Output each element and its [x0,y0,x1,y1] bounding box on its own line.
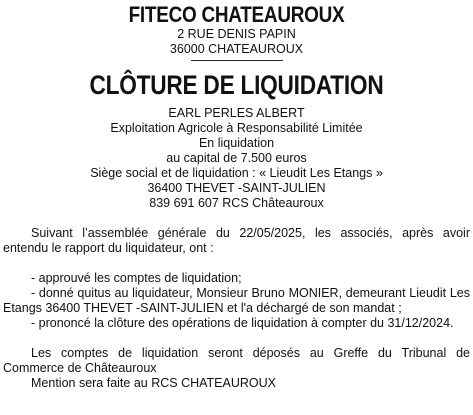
notice-headline: CLÔTURE DE LIQUIDATION [89,70,384,100]
issuer-address-line1: 2 RUE DENIS PAPIN [177,27,296,41]
body-item-quitus: - donné quitus au liquidateur, Monsieur Bruno MONIER, demeurant Lieudit Les Etangs 36400 THEVET -SAINT-JULIEN et l'a déchargé de son mandat ; [3,286,470,315]
body-deposit: Les comptes de liquidation seront déposés au Greffe du Tribunal de Commerce de Châteauroux [3,346,470,375]
company-seat-city: 36400 THEVET -SAINT-JULIEN [147,181,326,195]
company-form: Exploitation Agricole à Responsabilité Limitée [110,121,363,135]
spacer [3,331,470,346]
body-item-closure: - prononcé la clôture des opérations de liquidation à compter du 31/12/2024. [31,316,454,330]
spacer [3,256,470,271]
company-capital: au capital de 7.500 euros [166,151,307,165]
company-seat: Siège social et de liquidation : « Lieudit Les Etangs » [90,166,383,180]
company-status: En liquidation [198,136,275,150]
company-name: EARL PERLES ALBERT [168,106,305,120]
body-mention: Mention sera faite au RCS CHATEAUROUX [31,376,276,390]
issuer-name: FITECO CHATEAUROUX [128,2,345,27]
company-rcs: 839 691 607 RCS Châteauroux [149,196,324,210]
spacer [3,211,470,226]
body-intro: Suivant l’assemblée générale du 22/05/2025, les associés, après avoir entendu le rapport du liquidateur, ont : [3,226,470,255]
divider-rule [191,60,283,61]
issuer-address-line2: 36000 CHATEAUROUX [169,42,304,56]
company-block [3,106,470,211]
body-item-approve: - approuvé les comptes de liquidation; [31,271,242,285]
